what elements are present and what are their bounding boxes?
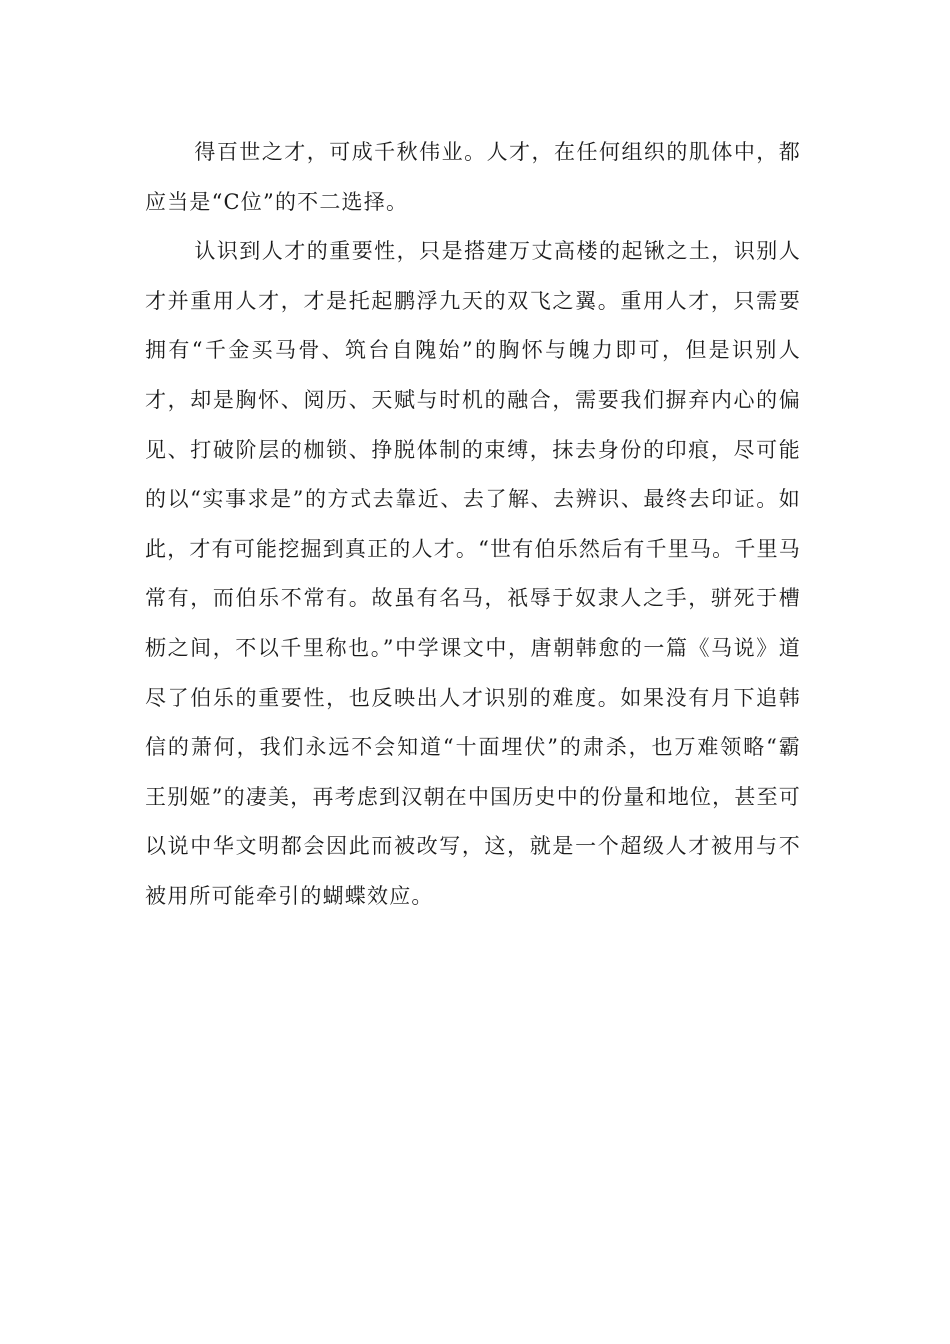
paragraph-1: 得百世之才，可成千秋伟业。人才，在任何组织的肌体中，都应当是“C位”的不二选择。 <box>145 140 801 214</box>
document-body <box>145 128 801 922</box>
paragraph-2: 认识到人才的重要性，只是搭建万丈高楼的起锹之土，识别人才并重用人才，才是托起鹏浮九天的双飞之翼。重用人才，只需要拥有“千金买马骨、筑台自隗始”的胸怀与魄力即可，但是识别人才，却是胸怀、阅历、天赋与时机的融合，需要我们摒弃内心的偏见、打破阶层的枷锁、挣脱体制的束缚，抹去身份的印痕，尽可能的以“实事求是”的方式去靠近、去了解、去辨识、最终去印证。如此，才有可能挖掘到真正的人才。“世有伯乐然后有千里马。千里马常有，而伯乐不常有。故虽有名马，祇辱于奴隶人之手，骈死于槽枥之间，不以千里称也。”中学课文中，唐朝韩愈的一篇《马说》道尽了伯乐的重要性，也反映出人才识别的难度。如果没有月下追韩信的萧何，我们永远不会知道“十面埋伏”的肃杀，也万难领略“霸王别姬”的凄美，再考虑到汉朝在中国历史中的份量和地位，甚至可以说中华文明都会因此而被改写，这，就是一个超级人才被用与不被用所可能牵引的蝴蝶效应。 <box>145 239 801 908</box>
